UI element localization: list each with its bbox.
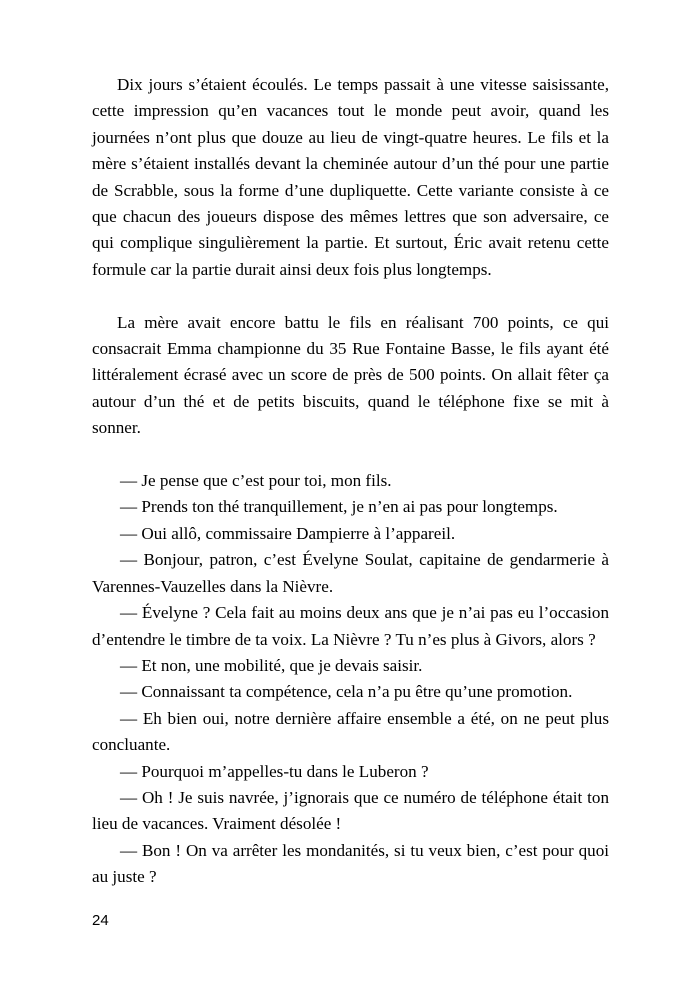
dialogue-line: — Prends ton thé tranquillement, je n’en ai pas pour longtemps. [120, 497, 558, 517]
dialogue-line: — Bon ! On va arrêter les mondanités, si tu veux bien, c’est pour quoi au juste ? [92, 840, 609, 887]
paragraph-spacer [92, 283, 609, 309]
dialogue-line: — Et non, une mobilité, que je devais saisir. [120, 655, 423, 675]
page-number: 24 [92, 912, 109, 929]
dialogue-line: — Je pense que c’est pour toi, mon fils. [120, 471, 392, 491]
paragraph-spacer [92, 442, 609, 468]
dialogue-line: — Connaissant ta compétence, cela n’a pu être qu’une promotion. [120, 682, 573, 702]
paragraph-narrative-2: La mère avait encore battu le fils en réalisant 700 points, ce qui consacrait Emma championne du 35 Rue Fontaine Basse, le fils ayant été littéralement écrasé avec un score de près de 500 points. On allait fêter ça autour d’un thé et de petits biscuits, quand le téléphone fixe se mit à sonner. [92, 312, 609, 438]
dialogue-line: — Pourquoi m’appelles-tu dans le Luberon ? [120, 761, 429, 781]
dialogue-line: — Eh bien oui, notre dernière affaire ensemble a été, on ne peut plus concluante. [92, 708, 609, 755]
dialogue-line: — Bonjour, patron, c’est Évelyne Soulat, capitaine de gendarmerie à Varennes-Vauzelles dans la Nièvre. [92, 550, 609, 596]
dialogue-line: — Oui allô, commissaire Dampierre à l’appareil. [120, 523, 456, 543]
paragraph-narrative-1: Dix jours s’étaient écoulés. Le temps passait à une vitesse saisissante, cette impression qu’en vacances tout le monde peut avoir, quand les journées n’ont plus que douze au lieu de vingt-quatre heures. Le fils et la mère s’étaient installés devant la cheminée autour d’un thé pour une partie de Scrabble, sous la forme d’une dupliquette. Cette variante consiste à ce que chacun des joueurs dispose des mêmes lettres que son adversaire, ce qui complique singulièrement la partie. Et surtout, Éric avait retenu cette formule car la partie durait ainsi deux fois plus longtemps. [92, 75, 609, 279]
dialogue-line: — Oh ! Je suis navrée, j’ignorais que ce numéro de téléphone était ton lieu de vacances. Vraiment désolée ! [92, 787, 609, 834]
page-text-body [92, 72, 609, 891]
dialogue-line: — Évelyne ? Cela fait au moins deux ans que je n’ai pas eu l’occasion d’entendre le timbre de ta voix. La Nièvre ? Tu n’es plus à Givors, alors ? [92, 603, 609, 649]
